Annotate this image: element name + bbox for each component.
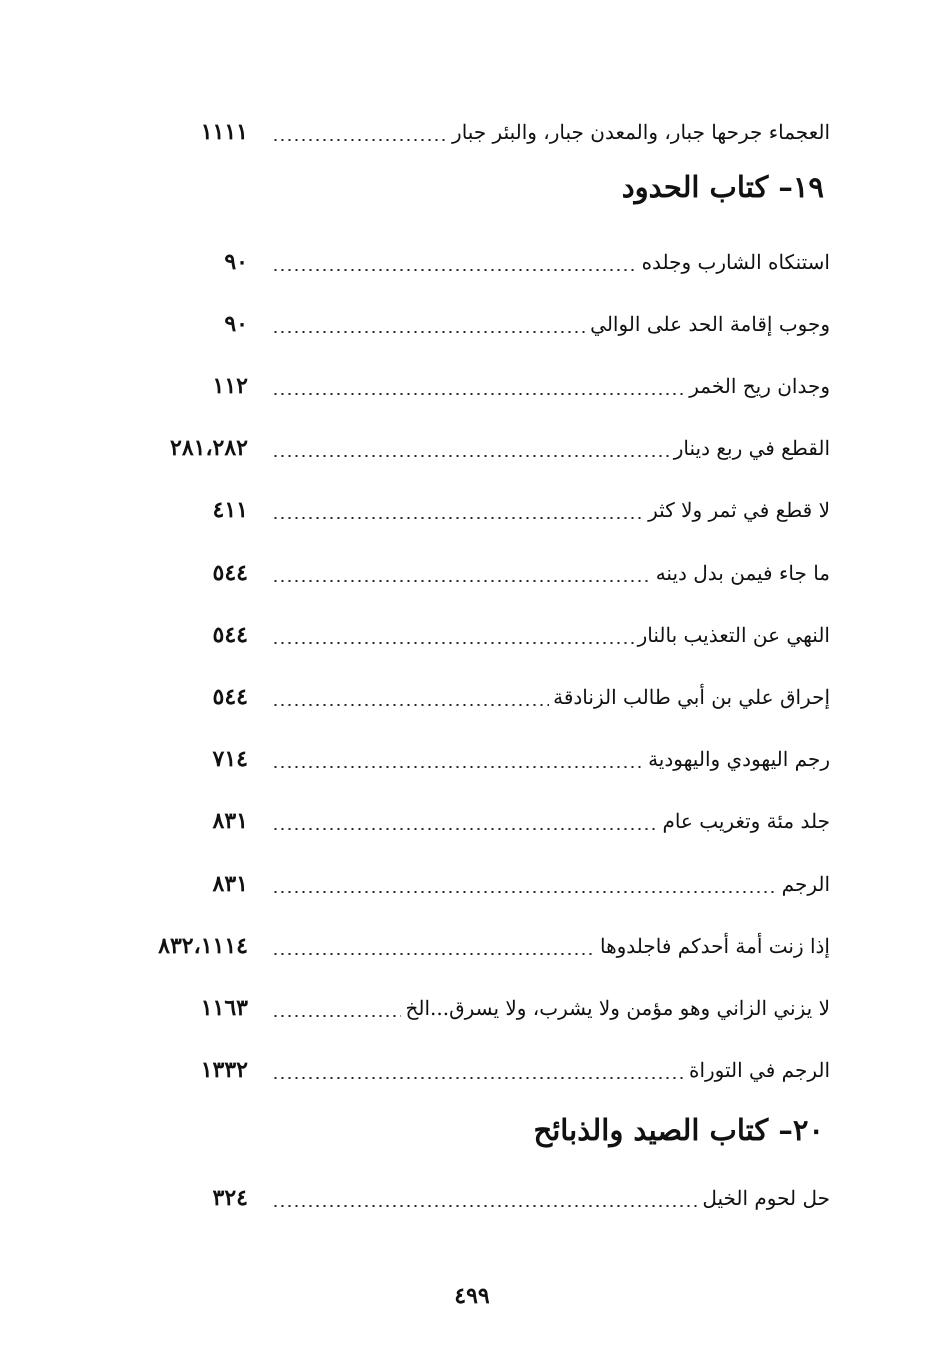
dot-leader (272, 766, 644, 768)
index-entry (100, 1050, 830, 1090)
entry-title: القطع في ربع دينار (673, 436, 830, 460)
index-entry (100, 864, 830, 904)
dot-leader (272, 1077, 685, 1079)
entry-pages: ١١١١ (200, 119, 248, 145)
entry-title: وجوب إقامة الحد على الوالي (590, 312, 830, 336)
index-entry (100, 553, 830, 593)
section-heading-20: ٢٠– كتاب الصيد والذبائح (533, 1113, 824, 1147)
entry-title: إذا زنت أمة أحدكم فاجلدوها (600, 934, 830, 958)
dot-leader (272, 517, 644, 519)
entry-title: النهي عن التعذيب بالنار (637, 623, 830, 647)
entry-pages: ٢٨١،٢٨٢ (170, 435, 248, 461)
entry-pages: ٨٣١ (212, 871, 248, 897)
dot-leader (272, 455, 670, 457)
index-entry (100, 366, 830, 406)
entry-title: رجم اليهودي واليهودية (648, 747, 830, 771)
dot-leader (272, 642, 634, 644)
dot-leader (272, 1015, 401, 1017)
index-entry (100, 926, 830, 966)
entry-pages: ٤١١ (212, 497, 248, 523)
entry-title: لا قطع في ثمر ولا كثر (648, 498, 830, 522)
index-entry (100, 304, 830, 344)
entry-pages: ٨٣١ (212, 808, 248, 834)
dot-leader (272, 828, 658, 830)
entry-title: حل لحوم الخيل (702, 1186, 830, 1210)
dot-leader (272, 891, 778, 893)
index-entry (100, 112, 830, 152)
entry-title: الرجم في التوراة (688, 1058, 830, 1082)
section-heading-19: ١٩– كتاب الحدود (621, 170, 824, 204)
entry-pages: ١٣٣٢ (200, 1057, 248, 1083)
entry-pages: ٩٠ (224, 249, 248, 275)
entry-title: وجدان ريح الخمر (689, 374, 830, 398)
index-entry (100, 490, 830, 530)
index-entry (100, 988, 830, 1028)
entry-pages: ١١٢ (212, 373, 248, 399)
entry-title: لا يزني الزاني وهو مؤمن ولا يشرب، ولا يسرق...الخ (405, 996, 830, 1020)
entry-title: العجماء جرحها جبار، والمعدن جبار، والبئر جبار (452, 120, 830, 144)
entry-title: جلد مئة وتغريب عام (662, 809, 830, 833)
dot-leader (272, 331, 586, 333)
entry-pages: ٥٤٤ (212, 560, 248, 586)
entry-title: ما جاء فيمن بدل دينه (655, 561, 830, 585)
entry-pages: ٥٤٤ (212, 684, 248, 710)
entry-title: إحراق علي بن أبي طالب الزنادقة (553, 685, 830, 709)
entry-title: استنكاه الشارب وجلده (641, 250, 830, 274)
index-entry (100, 1178, 830, 1218)
index-entry (100, 739, 830, 779)
entry-pages: ٨٣٢،١١١٤ (158, 933, 248, 959)
entry-pages: ٩٠ (224, 311, 248, 337)
dot-leader (272, 393, 685, 395)
dot-leader (272, 139, 448, 141)
entry-title: الرجم (781, 872, 830, 896)
index-entry (100, 242, 830, 282)
dot-leader (272, 580, 652, 582)
dot-leader (272, 269, 638, 271)
dot-leader (272, 704, 549, 706)
index-entry (100, 428, 830, 468)
entry-pages: ٧١٤ (212, 746, 248, 772)
entry-pages: ٣٢٤ (212, 1185, 248, 1211)
dot-leader (272, 953, 596, 955)
page-number: ٤٩٩ (454, 1283, 490, 1309)
dot-leader (272, 1205, 698, 1207)
index-entry (100, 615, 830, 655)
entry-pages: ٥٤٤ (212, 622, 248, 648)
index-entry (100, 677, 830, 717)
entry-pages: ١١٦٣ (200, 995, 248, 1021)
index-entry (100, 801, 830, 841)
